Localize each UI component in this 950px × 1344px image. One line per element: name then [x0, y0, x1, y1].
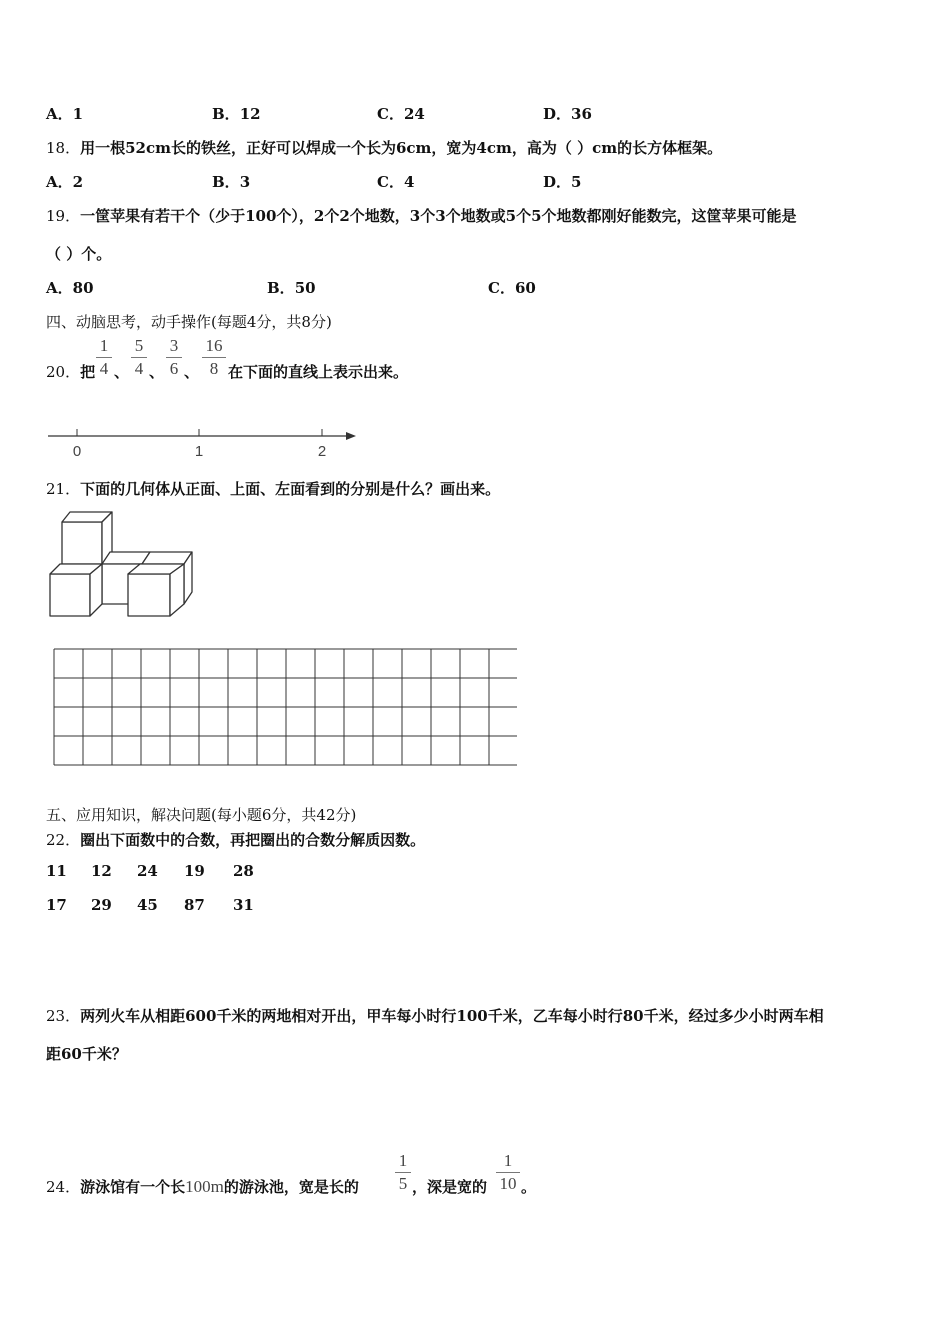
q24-fraction-depth: 1 10 [496, 1151, 520, 1194]
q22-number: 29 [91, 896, 112, 914]
drawing-grid [53, 648, 517, 768]
bottom-right-cube-side [170, 564, 184, 616]
q22-text: 22．圈出下面数中的合数，再把圈出的合数分解质因数。 [46, 831, 426, 849]
section4-title: 四、动脑思考，动手操作(每题4分，共8分) [46, 313, 332, 331]
bottom-left-cube-side [90, 564, 102, 616]
q18-option-d: D．5 [543, 173, 582, 191]
q17-option-d: D．36 [543, 105, 592, 123]
q24-text: 24．游泳馆有一个长100m的游泳池，宽是长的 [46, 1177, 359, 1196]
q19-option-a: A．80 [46, 279, 94, 297]
q22-number: 87 [184, 896, 205, 914]
tick-label-1: 1 [194, 443, 204, 460]
q20-fraction-2: 5 4 [131, 336, 147, 379]
q17-option-a: A．1 [46, 105, 84, 123]
q22-number: 45 [137, 896, 158, 914]
q23-text-line1: 23．两列火车从相距600千米的两地相对开出，甲车每小时行100千米，乙车每小时行80千米，经过多少小时两车相 [46, 1007, 824, 1025]
q20-fraction-3: 3 6 [166, 336, 182, 379]
number-line [46, 420, 366, 464]
q22-number: 24 [137, 862, 158, 880]
q19-option-b: B．50 [267, 279, 316, 297]
q19-text-line1: 19．一筐苹果有若干个（少于100个），2个2个地数，3个3个地数或5个5个地数都刚好能数完，这筐苹果可能是 [46, 207, 797, 225]
q20-fraction-4: 16 8 [202, 336, 226, 379]
q22-number: 12 [91, 862, 112, 880]
q22-number: 11 [46, 862, 67, 880]
q22-number: 17 [46, 896, 67, 914]
q20-separator-3: 、 [184, 363, 200, 381]
q23-text-line2: 距60千米？ [46, 1045, 127, 1063]
q17-option-c: C．24 [377, 105, 425, 123]
q19-text-line2: （ ）个。 [46, 245, 112, 263]
q19-option-c: C．60 [488, 279, 536, 297]
number-line-arrow [346, 432, 356, 440]
q20-fraction-1: 1 4 [96, 336, 112, 379]
q21-text: 21．下面的几何体从正面、上面、左面看到的分别是什么？画出来。 [46, 480, 501, 498]
q24-text-c: ，深是宽的 [412, 1178, 488, 1196]
q18-option-b: B．3 [212, 173, 251, 191]
top-cube-front [62, 522, 102, 564]
q20-suffix: 在下面的直线上表示出来。 [228, 363, 409, 381]
q22-number: 31 [233, 896, 254, 914]
bottom-right-cube-front [128, 574, 170, 616]
q24-length: 100m [185, 1177, 224, 1196]
bottom-left-cube-front [50, 574, 90, 616]
q22-number: 28 [233, 862, 254, 880]
tick-label-2: 2 [317, 443, 327, 460]
q20-separator-2: 、 [149, 363, 165, 381]
q18-option-a: A．2 [46, 173, 84, 191]
q22-number: 19 [184, 862, 205, 880]
q20-separator-1: 、 [114, 363, 130, 381]
q24-fraction-width: 1 5 [395, 1151, 411, 1194]
tick-label-0: 0 [72, 443, 82, 460]
q18-text: 18．用一根52cm长的铁丝，正好可以焊成一个长为6cm，宽为4cm，高为（ ）cm的长方体框架。 [46, 139, 723, 157]
section5-title: 五、应用知识，解决问题(每小题6分，共42分) [46, 806, 357, 824]
q18-option-c: C．4 [377, 173, 415, 191]
q20-text: 20．把 [46, 363, 96, 381]
q17-option-b: B．12 [212, 105, 261, 123]
q24-text-d: 。 [521, 1178, 537, 1196]
cube-solid-figure [46, 508, 198, 620]
